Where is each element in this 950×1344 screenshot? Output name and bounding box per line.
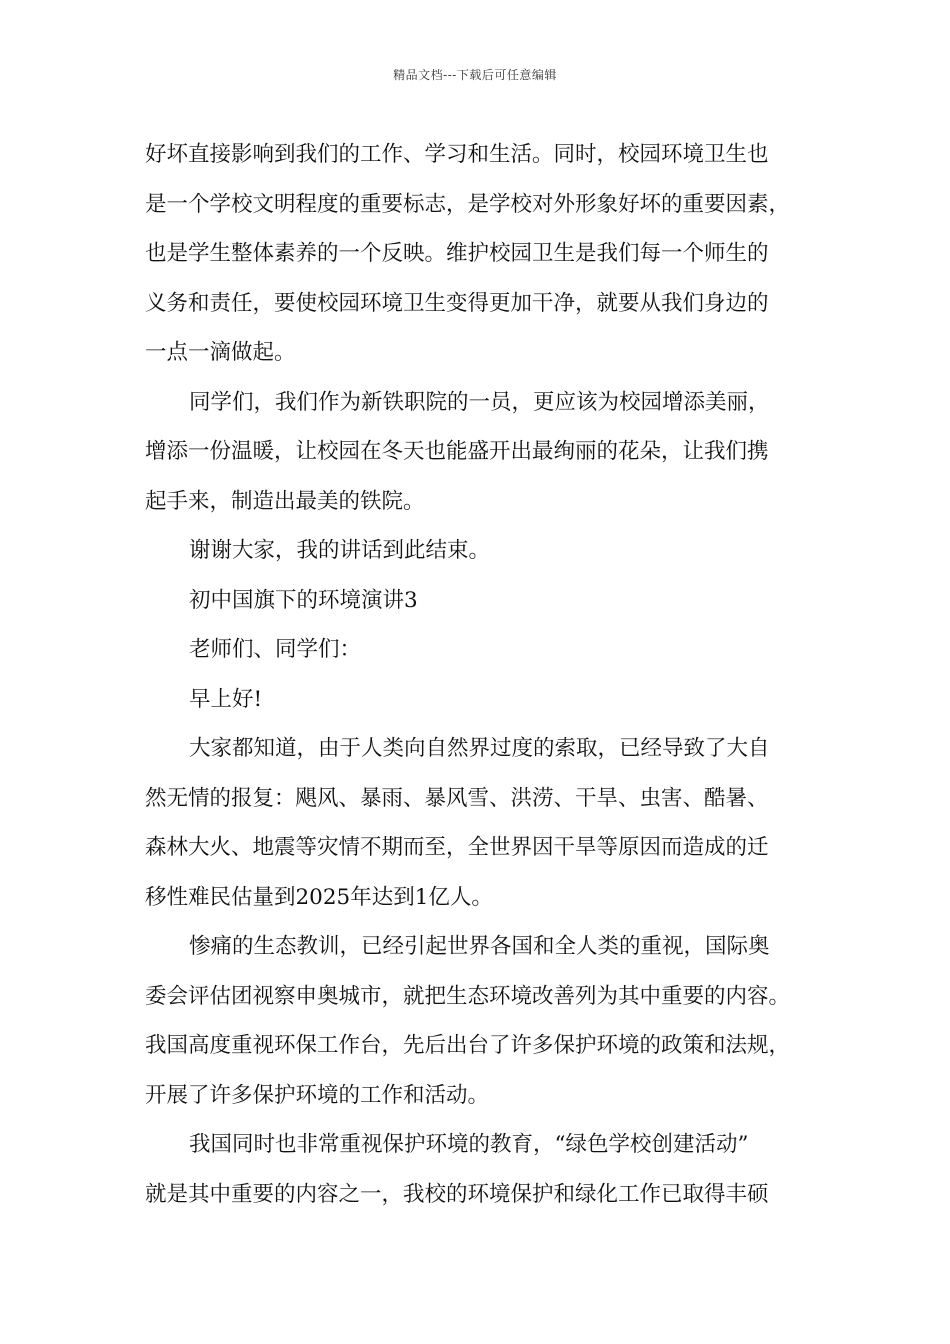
text-line: 大家都知道，由于人类向自然界过度的索取，已经导致了大自 [189,736,770,761]
text-line: 义务和责任，要使校园环境卫生变得更加干净，就要从我们身边的 [145,290,769,316]
text-line: 老师们、同学们： [189,637,362,662]
text-line: 然无情的报复：飓风、暴雨、暴风雪、洪涝、干旱、虫害、酷暑、 [145,785,769,811]
text-line: 移性难民估量到2025年达到1亿人。 [145,884,493,910]
text-line: 我国高度重视环保工作台，先后出台了许多保护环境的政策和法规， [145,1033,791,1058]
text-line: 谢谢大家，我的讲话到此结束。 [189,538,491,563]
text-line: 初中国旗下的环境演讲3 [189,587,418,613]
text-line: 同学们，我们作为新铁职院的一员，更应该为校园增添美丽， [189,389,770,415]
text-line: 委会评估团视察申奥城市，就把生态环境改善列为其中重要的内容。 [145,983,791,1009]
text-line: 我国同时也非常重视保护环境的教育，“绿色学校创建活动” [189,1132,749,1157]
document-body [145,130,825,1219]
text-line: 森林大火、地震等灾情不期而至，全世界因干旱等原因而造成的迁 [145,835,769,860]
page-header: 精品文档---下载后可任意编辑 [393,68,557,82]
text-line: 也是学生整体素养的一个反映。维护校园卫生是我们每一个师生的 [145,241,769,266]
text-line: 就是其中重要的内容之一，我校的环境保护和绿化工作已取得丰硕 [145,1181,769,1207]
text-line: 一点一滴做起。 [145,340,296,365]
text-line: 开展了许多保护环境的工作和活动。 [145,1082,490,1108]
text-line: 早上好! [189,686,263,712]
text-line: 起手来，制造出最美的铁院。 [145,488,425,514]
text-line: 是一个学校文明程度的重要标志，是学校对外形象好坏的重要因素， [145,191,791,217]
text-line: 增添一份温暖，让校园在冬天也能盛开出最绚丽的花朵，让我们携 [145,439,769,464]
text-line: 好坏直接影响到我们的工作、学习和生活。同时，校园环境卫生也 [145,142,769,167]
text-line: 惨痛的生态教训，已经引起世界各国和全人类的重视，国际奥 [189,934,770,959]
